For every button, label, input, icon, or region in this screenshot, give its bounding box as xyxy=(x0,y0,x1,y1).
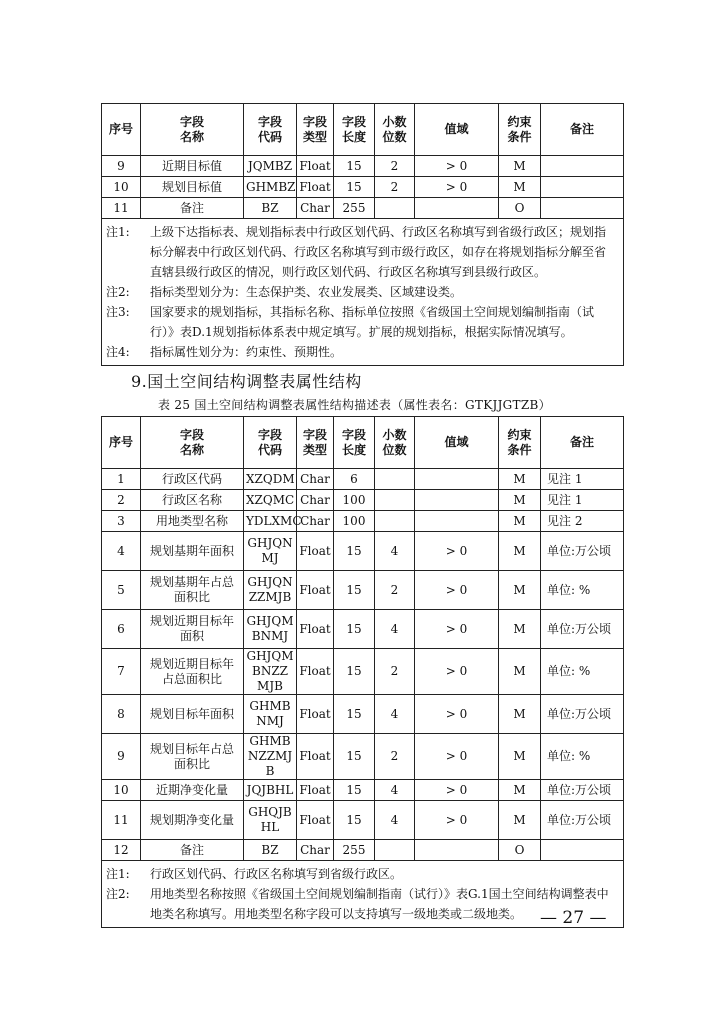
cell-no: 4 xyxy=(102,532,141,571)
indicator-table-continued xyxy=(101,103,624,366)
structure-adjustment-table xyxy=(101,416,624,928)
column-header: 小数 位数 xyxy=(375,417,415,469)
table-row xyxy=(102,490,624,511)
cell-no: 5 xyxy=(102,571,141,610)
cell-len: 15 xyxy=(334,610,375,649)
cell-type: Char xyxy=(297,469,334,490)
cell-name: 规划目标值 xyxy=(141,177,244,198)
cell-type: Char xyxy=(297,490,334,511)
cell-note: 单位:万公顷 xyxy=(541,780,624,801)
table-row xyxy=(102,198,624,219)
cell-dec: 2 xyxy=(375,571,415,610)
cell-len: 15 xyxy=(334,649,375,695)
cell-cons: M xyxy=(499,490,541,511)
note-text: 行政区划代码、行政区名称填写到省级行政区。 xyxy=(150,867,403,881)
cell-range: > 0 xyxy=(415,532,499,571)
cell-note: 单位: % xyxy=(541,571,624,610)
cell-name: 备注 xyxy=(141,198,244,219)
cell-no: 9 xyxy=(102,156,141,177)
cell-note: 单位:万公顷 xyxy=(541,610,624,649)
cell-cons: M xyxy=(499,610,541,649)
cell-name: 规划近期目标年面积 xyxy=(141,610,244,649)
note-text: 指标属性划分为：约束性、预期性。 xyxy=(150,345,343,359)
cell-len: 15 xyxy=(334,695,375,734)
cell-type: Float xyxy=(297,610,334,649)
cell-type: Float xyxy=(297,532,334,571)
cell-no: 6 xyxy=(102,610,141,649)
cell-range xyxy=(415,198,499,219)
cell-range: > 0 xyxy=(415,156,499,177)
cell-code: GHJQMBNMJ xyxy=(244,610,297,649)
column-header: 字段 代码 xyxy=(244,417,297,469)
column-header: 字段 代码 xyxy=(244,104,297,156)
cell-len: 15 xyxy=(334,532,375,571)
cell-type: Float xyxy=(297,649,334,695)
cell-range xyxy=(415,469,499,490)
cell-range xyxy=(415,511,499,532)
cell-dec: 4 xyxy=(375,780,415,801)
cell-cons: M xyxy=(499,801,541,840)
note-item xyxy=(106,222,617,282)
column-header: 序号 xyxy=(102,104,141,156)
cell-note xyxy=(541,156,624,177)
note-label: 注1: xyxy=(106,225,130,239)
table-row xyxy=(102,801,624,840)
section-title: 9.国土空间结构调整表属性结构 xyxy=(131,372,362,391)
cell-dec: 4 xyxy=(375,532,415,571)
notes-row xyxy=(102,219,624,366)
note-text: 指标类型划分为：生态保护类、农业发展类、区域建设类。 xyxy=(150,285,463,299)
cell-dec xyxy=(375,198,415,219)
header-row xyxy=(102,104,624,156)
cell-dec xyxy=(375,490,415,511)
cell-no: 1 xyxy=(102,469,141,490)
note-label: 注2: xyxy=(106,285,130,299)
table-row xyxy=(102,610,624,649)
cell-range: > 0 xyxy=(415,695,499,734)
cell-dec: 4 xyxy=(375,695,415,734)
cell-dec: 2 xyxy=(375,734,415,780)
cell-no: 9 xyxy=(102,734,141,780)
cell-len: 15 xyxy=(334,801,375,840)
cell-type: Float xyxy=(297,780,334,801)
note-item xyxy=(106,342,617,362)
column-header: 字段 长度 xyxy=(334,417,375,469)
note-text: 国家要求的规划指标，其指标名称、指标单位按照《省级国土空间规划编制指南（试行）》表D.1规划指标体系表中规定填写。扩展的规划指标，根据实际情况填写。 xyxy=(150,305,595,339)
column-header: 字段 名称 xyxy=(141,104,244,156)
cell-code: JQMBZ xyxy=(244,156,297,177)
cell-no: 11 xyxy=(102,801,141,840)
table-row xyxy=(102,734,624,780)
cell-type: Float xyxy=(297,801,334,840)
cell-range xyxy=(415,840,499,861)
cell-note xyxy=(541,177,624,198)
note-label: 注4: xyxy=(106,345,130,359)
table-row xyxy=(102,469,624,490)
cell-len: 15 xyxy=(334,571,375,610)
cell-name: 行政区代码 xyxy=(141,469,244,490)
cell-cons: M xyxy=(499,511,541,532)
cell-len: 100 xyxy=(334,490,375,511)
cell-dec: 4 xyxy=(375,610,415,649)
cell-type: Float xyxy=(297,177,334,198)
table-row xyxy=(102,177,624,198)
cell-len: 6 xyxy=(334,469,375,490)
cell-name: 规划目标年面积 xyxy=(141,695,244,734)
note-item xyxy=(106,282,617,302)
cell-type: Float xyxy=(297,695,334,734)
cell-cons: M xyxy=(499,156,541,177)
column-header: 值域 xyxy=(415,104,499,156)
column-header: 备注 xyxy=(541,417,624,469)
cell-len: 255 xyxy=(334,198,375,219)
page-number: — 27 — xyxy=(540,908,607,928)
header-row xyxy=(102,417,624,469)
cell-name: 用地类型名称 xyxy=(141,511,244,532)
cell-no: 8 xyxy=(102,695,141,734)
table-caption: 表 25 国土空间结构调整表属性结构描述表（属性表名：GTKJJGTZB） xyxy=(158,398,551,412)
cell-range: > 0 xyxy=(415,177,499,198)
cell-dec: 2 xyxy=(375,156,415,177)
cell-range: > 0 xyxy=(415,610,499,649)
cell-no: 10 xyxy=(102,780,141,801)
cell-no: 3 xyxy=(102,511,141,532)
table-row xyxy=(102,532,624,571)
cell-len: 255 xyxy=(334,840,375,861)
cell-type: Float xyxy=(297,571,334,610)
cell-code: GHJQMBNZZMJB xyxy=(244,649,297,695)
table-row xyxy=(102,156,624,177)
cell-cons: O xyxy=(499,198,541,219)
cell-cons: M xyxy=(499,532,541,571)
cell-cons: M xyxy=(499,571,541,610)
cell-no: 12 xyxy=(102,840,141,861)
cell-code: XZQMC xyxy=(244,490,297,511)
cell-code: BZ xyxy=(244,840,297,861)
cell-dec xyxy=(375,511,415,532)
cell-note: 见注 1 xyxy=(541,469,624,490)
cell-len: 15 xyxy=(334,734,375,780)
cell-type: Float xyxy=(297,734,334,780)
cell-note: 单位:万公顷 xyxy=(541,695,624,734)
cell-type: Float xyxy=(297,156,334,177)
cell-range: > 0 xyxy=(415,801,499,840)
cell-note: 单位:万公顷 xyxy=(541,801,624,840)
cell-range xyxy=(415,490,499,511)
cell-no: 11 xyxy=(102,198,141,219)
cell-name: 规划近期目标年占总面积比 xyxy=(141,649,244,695)
table-row xyxy=(102,511,624,532)
note-text: 用地类型名称按照《省级国土空间规划编制指南（试行）》表G.1国土空间结构调整表中地类名称填写。用地类型名称字段可以支持填写一级地类或二级地类。 xyxy=(150,887,609,921)
cell-name: 行政区名称 xyxy=(141,490,244,511)
cell-name: 规划期净变化量 xyxy=(141,801,244,840)
cell-name: 规划基期年占总面积比 xyxy=(141,571,244,610)
cell-name: 近期净变化量 xyxy=(141,780,244,801)
cell-cons: M xyxy=(499,780,541,801)
cell-note: 见注 1 xyxy=(541,490,624,511)
column-header: 约束 条件 xyxy=(499,104,541,156)
cell-code: GHJQNMJ xyxy=(244,532,297,571)
cell-dec: 4 xyxy=(375,801,415,840)
notes-cell xyxy=(102,219,624,366)
cell-no: 2 xyxy=(102,490,141,511)
column-header: 序号 xyxy=(102,417,141,469)
cell-code: JQJBHL xyxy=(244,780,297,801)
note-item xyxy=(106,864,617,884)
note-label: 注2: xyxy=(106,887,130,901)
cell-type: Char xyxy=(297,840,334,861)
cell-note: 单位:万公顷 xyxy=(541,532,624,571)
cell-dec: 2 xyxy=(375,649,415,695)
table-row xyxy=(102,780,624,801)
cell-range: > 0 xyxy=(415,571,499,610)
cell-len: 15 xyxy=(334,780,375,801)
cell-note: 单位: % xyxy=(541,734,624,780)
cell-cons: M xyxy=(499,695,541,734)
cell-note: 见注 2 xyxy=(541,511,624,532)
note-text: 上级下达指标表、规划指标表中行政区划代码、行政区名称填写到省级行政区；规划指标分解表中行政区划代码、行政区名称填写到市级行政区，如存在将规划指标分解至省直辖县级行政区的情况，则行政区划代码、行政区名称填写到县级行政区。 xyxy=(150,225,607,279)
cell-dec xyxy=(375,840,415,861)
cell-type: Char xyxy=(297,198,334,219)
cell-len: 100 xyxy=(334,511,375,532)
cell-name: 规划基期年面积 xyxy=(141,532,244,571)
note-label: 注1: xyxy=(106,867,130,881)
cell-note xyxy=(541,198,624,219)
cell-code: GHQJBHL xyxy=(244,801,297,840)
cell-cons: O xyxy=(499,840,541,861)
cell-no: 10 xyxy=(102,177,141,198)
cell-range: > 0 xyxy=(415,780,499,801)
cell-range: > 0 xyxy=(415,649,499,695)
cell-name: 近期目标值 xyxy=(141,156,244,177)
table-row xyxy=(102,840,624,861)
note-item xyxy=(106,302,617,342)
cell-name: 备注 xyxy=(141,840,244,861)
column-header: 约束 条件 xyxy=(499,417,541,469)
table-row xyxy=(102,695,624,734)
cell-cons: M xyxy=(499,649,541,695)
column-header: 字段 类型 xyxy=(297,104,334,156)
note-label: 注3: xyxy=(106,305,130,319)
column-header: 小数 位数 xyxy=(375,104,415,156)
column-header: 字段 长度 xyxy=(334,104,375,156)
cell-no: 7 xyxy=(102,649,141,695)
cell-code: GHMBNMJ xyxy=(244,695,297,734)
cell-len: 15 xyxy=(334,177,375,198)
cell-note: 单位: % xyxy=(541,649,624,695)
table-row xyxy=(102,649,624,695)
cell-len: 15 xyxy=(334,156,375,177)
cell-code: GHMBNZZMJB xyxy=(244,734,297,780)
cell-code: YDLXMC xyxy=(244,511,297,532)
cell-dec xyxy=(375,469,415,490)
cell-name: 规划目标年占总面积比 xyxy=(141,734,244,780)
cell-type: Char xyxy=(297,511,334,532)
table-row xyxy=(102,571,624,610)
column-header: 字段 名称 xyxy=(141,417,244,469)
column-header: 字段 类型 xyxy=(297,417,334,469)
cell-dec: 2 xyxy=(375,177,415,198)
cell-note xyxy=(541,840,624,861)
cell-code: BZ xyxy=(244,198,297,219)
column-header: 备注 xyxy=(541,104,624,156)
cell-range: > 0 xyxy=(415,734,499,780)
cell-cons: M xyxy=(499,177,541,198)
cell-cons: M xyxy=(499,469,541,490)
cell-cons: M xyxy=(499,734,541,780)
column-header: 值域 xyxy=(415,417,499,469)
cell-code: GHJQNZZMJB xyxy=(244,571,297,610)
cell-code: XZQDM xyxy=(244,469,297,490)
cell-code: GHMBZ xyxy=(244,177,297,198)
